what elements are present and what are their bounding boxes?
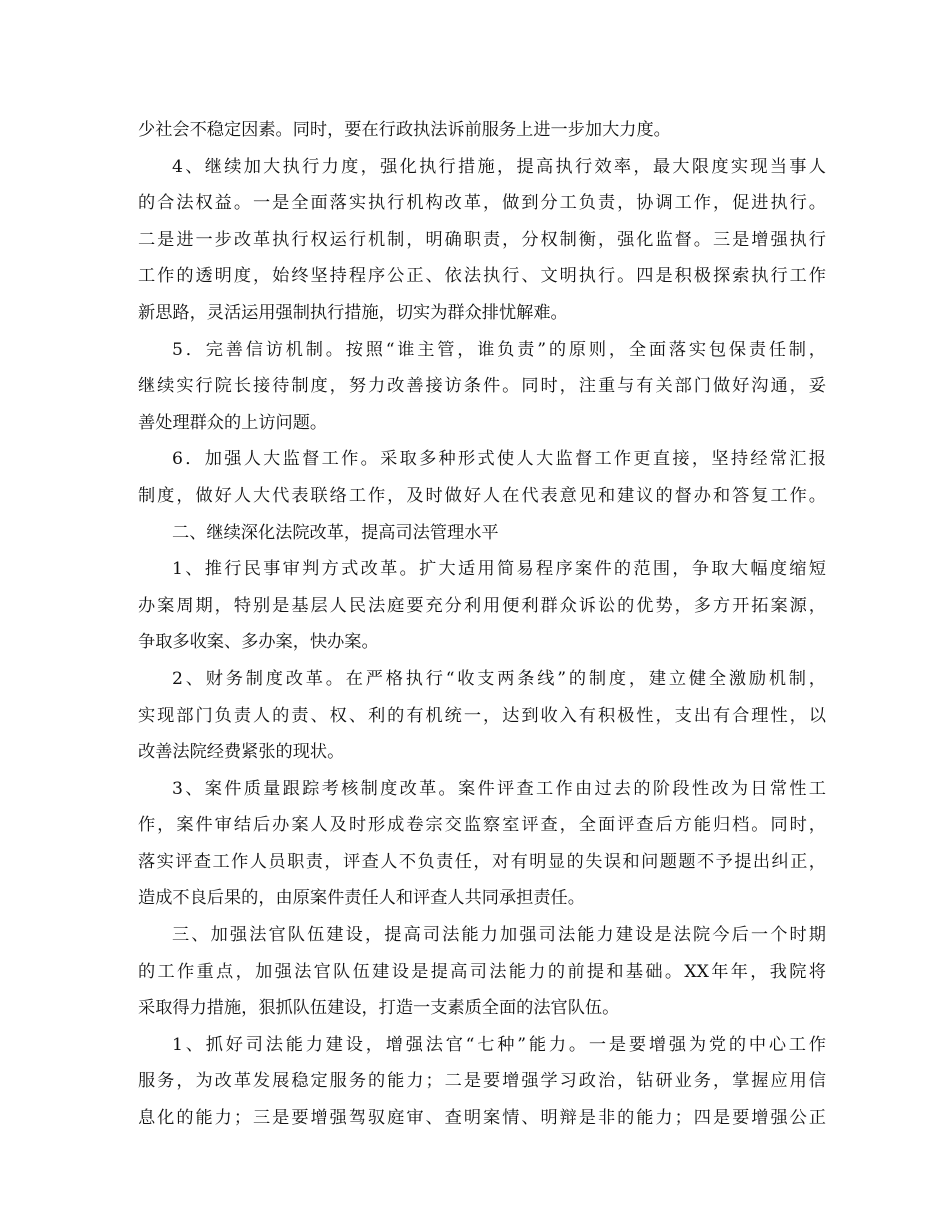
text-line: 5．完善信访机制。按照“谁主管，谁负责”的原则，全面落实包保责任制，: [172, 339, 826, 360]
text-line: 新思路，灵活运用强制执行措施，切实为群众排忧解难。: [138, 302, 568, 323]
text-line: 争取多收案、多办案，快办案。: [138, 632, 379, 653]
text-line: 二是进一步改革执行权运行机制，明确职责，分权制衡，强化监督。三是增强执行: [138, 229, 826, 250]
text-line: 服务，为改革发展稳定服务的能力；二是要增强学习政治，钻研业务，掌握应用信: [138, 1071, 826, 1092]
text-line: 3、案件质量跟踪考核制度改革。案件评查工作由过去的阶段性改为日常性工: [172, 778, 826, 799]
text-line: 实现部门负责人的责、权、利的有机统一，达到收入有积极性，支出有合理性，以: [138, 705, 826, 726]
text-line: 2、财务制度改革。在严格执行“收支两条线”的制度，建立健全激励机制，: [172, 668, 826, 689]
text-line: 6．加强人大监督工作。采取多种形式使人大监督工作更直接，坚持经常汇报: [172, 449, 826, 470]
text-line: 制度，做好人大代表联络工作，及时做好人在代表意见和建议的督办和答复工作。: [138, 485, 826, 506]
text-line: 工作的透明度，始终坚持程序公正、依法执行、文明执行。四是积极探索执行工作: [138, 266, 826, 287]
text-line: 少社会不稳定因素。同时，要在行政执法诉前服务上进一步加大力度。: [138, 120, 671, 140]
text-line: 继续实行院长接待制度，努力改善接访条件。同时，注重与有关部门做好沟通，妥: [138, 376, 826, 397]
text-line: 4、继续加大执行力度，强化执行措施，提高执行效率，最大限度实现当事人: [172, 156, 826, 177]
section-heading: 二、继续深化法院改革，提高司法管理水平: [172, 522, 499, 543]
text-line: 1、抓好司法能力建设，增强法官“七种”能力。一是要增强为党的中心工作: [172, 1034, 826, 1055]
text-line: 落实评查工作人员职责，评查人不负责任，对有明显的失误和问题题不予提出纠正，: [138, 851, 826, 872]
text-line: 息化的能力；三是要增强驾驭庭审、查明案情、明辩是非的能力；四是要增强公正: [138, 1108, 826, 1129]
body-text: [138, 112, 826, 1137]
text-line: 的合法权益。一是全面落实执行机构改革，做到分工负责，协调工作，促进执行。: [138, 193, 826, 214]
text-line: 改善法院经费紧张的现状。: [138, 742, 345, 763]
text-line: 办案周期，特别是基层人民法庭要充分利用便利群众诉讼的优势，多方开拓案源，: [138, 595, 826, 616]
text-line: 的工作重点，加强法官队伍建设是提高司法能力的前提和基础。XX年年，我院将: [138, 961, 826, 982]
text-line: 1、推行民事审判方式改革。扩大适用简易程序案件的范围，争取大幅度缩短: [172, 559, 826, 580]
text-line: 采取得力措施，狠抓队伍建设，打造一支素质全面的法官队伍。: [138, 998, 620, 1019]
section-heading: 三、加强法官队伍建设，提高司法能力加强司法能力建设是法院今后一个时期: [172, 925, 826, 946]
text-line: 作，案件审结后办案人及时形成卷宗交监察室评查，全面评查后方能归档。同时，: [138, 815, 826, 836]
text-line: 善处理群众的上访问题。: [138, 412, 328, 433]
text-line: 造成不良后果的，由原案件责任人和评查人共同承担责任。: [138, 888, 585, 909]
